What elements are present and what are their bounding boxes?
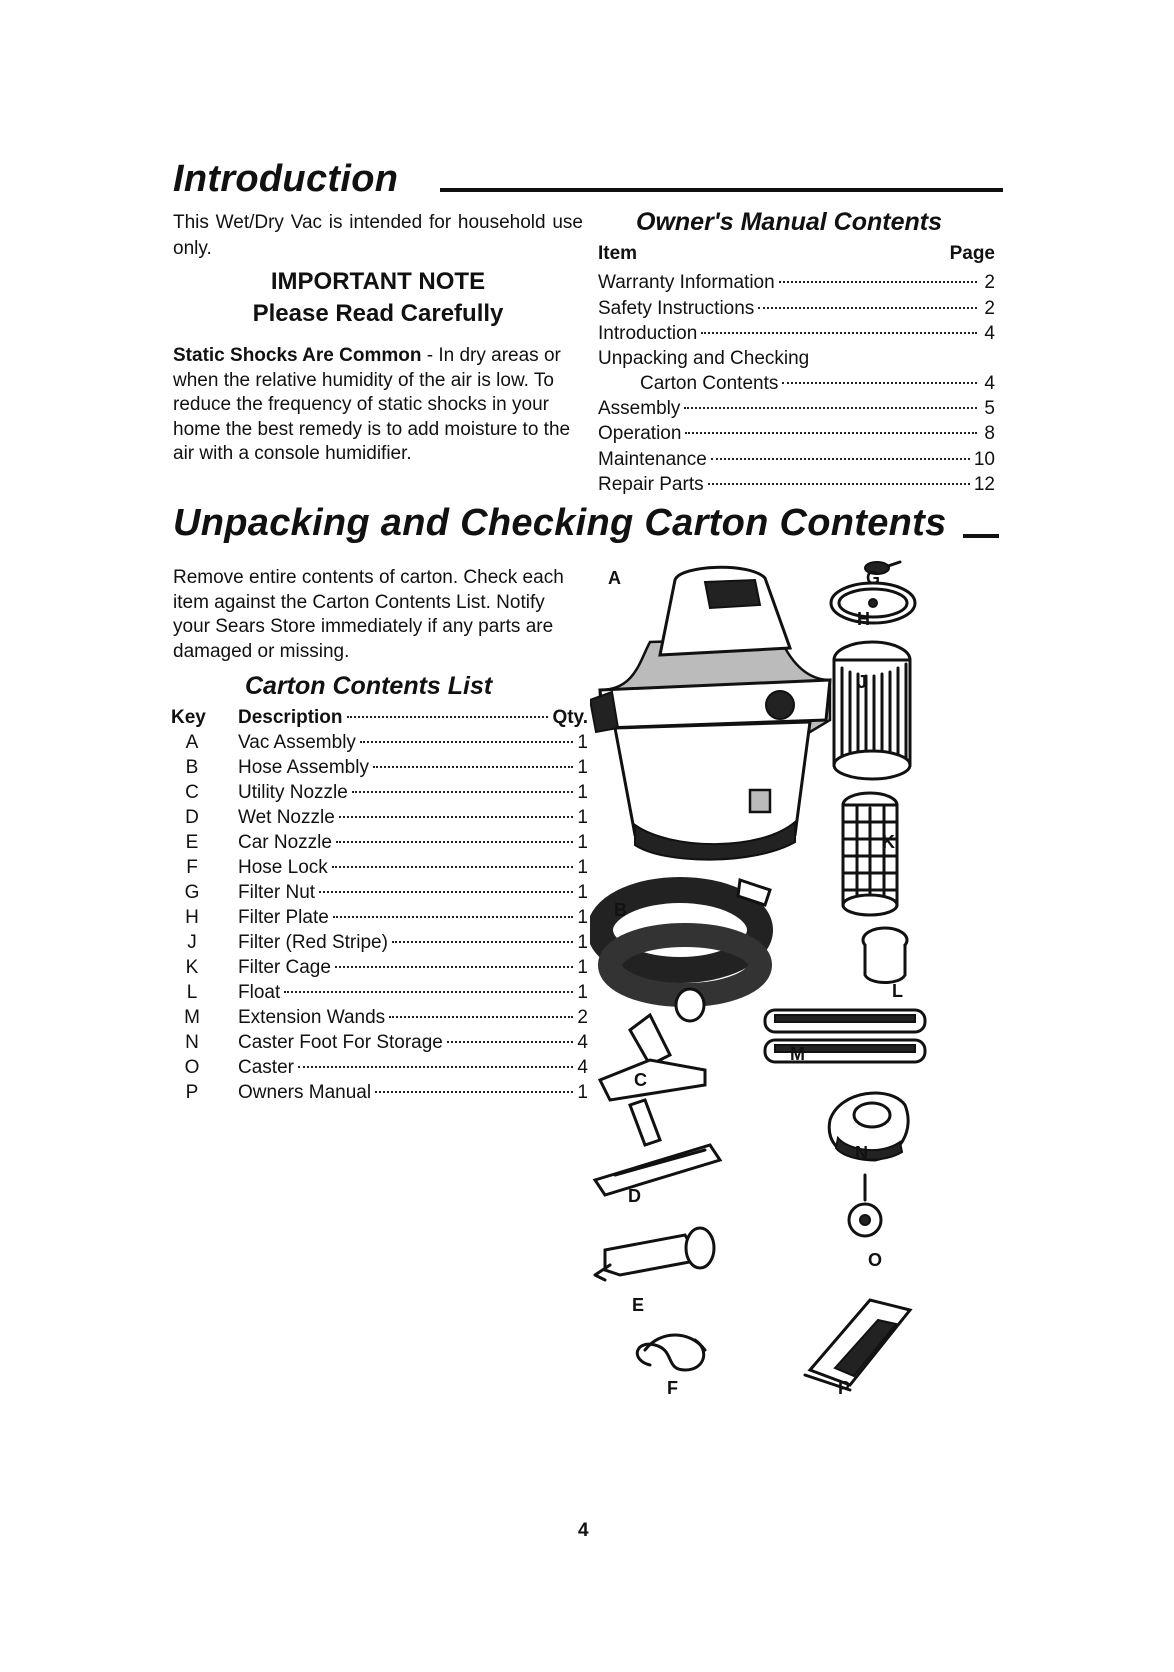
carton-item-key: B [185, 757, 199, 778]
carton-item-description: Hose Assembly [238, 757, 369, 778]
carton-item-key: G [184, 882, 200, 903]
figure-label-c: C [634, 1070, 647, 1090]
filter-plate-figure [831, 583, 915, 623]
figure-label-b: B [614, 900, 627, 920]
carton-item-qty: 1 [577, 757, 588, 778]
utility-nozzle-figure [600, 1015, 705, 1100]
important-note-subtitle: Please Read Carefully [252, 300, 504, 327]
carton-item-description: Wet Nozzle [238, 807, 335, 828]
carton-item-description: Car Nozzle [238, 832, 332, 853]
static-shock-paragraph [173, 344, 578, 467]
figure-label-p: P [838, 1378, 851, 1398]
unpacking-text: Remove entire contents of carton. Check each item against the Carton Contents List. Notify your Sears Store immediately if any parts are damaged or missing. [173, 567, 564, 662]
filter-cage-figure [843, 793, 897, 915]
toc-row[interactable]: Safety Instructions 2 [598, 298, 995, 319]
carton-item-row[interactable] [238, 732, 588, 754]
toc-row[interactable]: Warranty Information 2 [598, 272, 995, 293]
carton-item-description: Caster [238, 1057, 294, 1078]
carton-header-row: Description Qty. [238, 707, 588, 728]
static-shock-text: - In dry areas or when the relative humidity of the air is low. To reduce the frequency of static shocks in your home the best remedy is to add moisture to the air with a console humidifier. [173, 345, 571, 464]
carton-item-qty: 1 [577, 832, 588, 853]
carton-item-qty: 1 [577, 1082, 588, 1103]
carton-item-description: Utility Nozzle [238, 782, 348, 803]
owners-manual-title: Owner's Manual Contents [636, 208, 942, 236]
carton-item-qty: 1 [577, 982, 588, 1003]
carton-item-row[interactable] [238, 982, 588, 1004]
carton-item-qty: 1 [577, 782, 588, 803]
carton-item-key: A [185, 732, 199, 753]
carton-list-title: Carton Contents List [245, 672, 493, 700]
carton-item-description: Filter (Red Stripe) [238, 932, 388, 953]
figure-label-a: A [608, 568, 621, 588]
carton-item-row[interactable] [238, 857, 588, 879]
figure-label-g: G [866, 568, 881, 588]
carton-item-row[interactable] [238, 1057, 588, 1079]
float-figure [863, 928, 907, 983]
static-shock-lead: Static Shocks Are Common [173, 345, 422, 366]
carton-item-row[interactable] [238, 882, 588, 904]
carton-item-row[interactable] [238, 757, 588, 779]
carton-item-key: J [187, 932, 197, 953]
carton-item-qty: 4 [577, 1057, 588, 1078]
figure-label-f: F [667, 1378, 678, 1398]
owners-manual-figure [805, 1300, 910, 1390]
page-number: 4 [578, 1520, 589, 1541]
carton-item-row[interactable] [238, 807, 588, 829]
figure-label-l: L [892, 981, 903, 1001]
carton-item-qty: 1 [577, 957, 588, 978]
toc-row[interactable]: Unpacking and Checking [598, 348, 810, 369]
carton-item-qty: 1 [577, 732, 588, 753]
carton-item-description: Filter Nut [238, 882, 316, 903]
carton-item-row[interactable] [238, 932, 588, 954]
wet-nozzle-figure [595, 1100, 720, 1195]
figure-label-n: N [855, 1143, 868, 1163]
carton-item-description: Extension Wands [238, 1007, 386, 1028]
caster-figure [849, 1175, 881, 1236]
toc-row[interactable]: Introduction 4 [598, 323, 995, 344]
carton-item-key: L [186, 982, 198, 1003]
carton-item-row[interactable] [238, 1007, 588, 1029]
filter-figure [834, 642, 910, 779]
carton-item-key: D [185, 807, 199, 828]
carton-item-row[interactable] [238, 907, 588, 929]
intro-heading-rule [440, 188, 1003, 192]
caster-foot-figure [829, 1093, 908, 1160]
important-note-title: IMPORTANT NOTE [270, 268, 486, 295]
hose-lock-figure [637, 1335, 705, 1370]
carton-item-qty: 1 [577, 932, 588, 953]
carton-item-row[interactable] [238, 1082, 588, 1104]
carton-item-key: P [185, 1082, 199, 1103]
carton-item-qty: 1 [577, 882, 588, 903]
carton-item-key: E [185, 832, 199, 853]
carton-item-key: K [185, 957, 199, 978]
carton-item-row[interactable] [238, 782, 588, 804]
figure-label-o: O [868, 1250, 883, 1270]
carton-item-row[interactable] [238, 957, 588, 979]
carton-item-description: Filter Cage [238, 957, 331, 978]
carton-contents-illustration [590, 560, 1020, 1480]
carton-item-description: Hose Lock [238, 857, 328, 878]
figure-label-j: J [857, 672, 868, 692]
toc-row[interactable]: Carton Contents 4 [640, 373, 995, 394]
car-nozzle-figure [595, 1228, 714, 1280]
carton-item-key: O [184, 1057, 200, 1078]
figure-label-k: K [882, 832, 895, 852]
carton-item-key: F [186, 857, 198, 878]
intro-text: This Wet/Dry Vac is intended for household use only. [173, 212, 583, 259]
carton-item-key: H [185, 907, 199, 928]
carton-item-description: Filter Plate [238, 907, 329, 928]
toc-row[interactable]: Operation 8 [598, 423, 995, 444]
carton-item-row[interactable] [238, 832, 588, 854]
toc-page-header: Page [949, 243, 995, 264]
figure-label-d: D [628, 1186, 641, 1206]
carton-item-row[interactable] [238, 1032, 588, 1054]
figure-label-h: H [857, 609, 870, 629]
figure-label-m: M [790, 1044, 805, 1064]
toc-row[interactable]: Repair Parts 12 [598, 474, 995, 495]
toc-row[interactable]: Maintenance 10 [598, 449, 995, 470]
extension-wands-figure [765, 1010, 925, 1062]
carton-item-description: Float [238, 982, 281, 1003]
toc-row[interactable]: Assembly 5 [598, 398, 995, 419]
carton-item-key: N [185, 1032, 199, 1053]
toc-item-header: Item [598, 243, 638, 264]
carton-item-qty: 1 [577, 807, 588, 828]
figure-label-e: E [632, 1295, 645, 1315]
unpacking-heading: Unpacking and Checking Carton Contents [173, 502, 947, 544]
carton-item-qty: 2 [577, 1007, 588, 1028]
carton-item-qty: 4 [577, 1032, 588, 1053]
carton-item-description: Owners Manual [238, 1082, 372, 1103]
intro-heading: Introduction [173, 158, 399, 200]
carton-item-description: Caster Foot For Storage [238, 1032, 443, 1053]
vac-assembly-figure [590, 567, 830, 859]
carton-item-key: M [184, 1007, 200, 1028]
carton-item-key: C [185, 782, 199, 803]
unpacking-heading-rule [963, 534, 999, 538]
carton-item-description: Vac Assembly [238, 732, 356, 753]
carton-item-qty: 1 [577, 907, 588, 928]
carton-key-header: Key [171, 707, 206, 728]
carton-item-qty: 1 [577, 857, 588, 878]
